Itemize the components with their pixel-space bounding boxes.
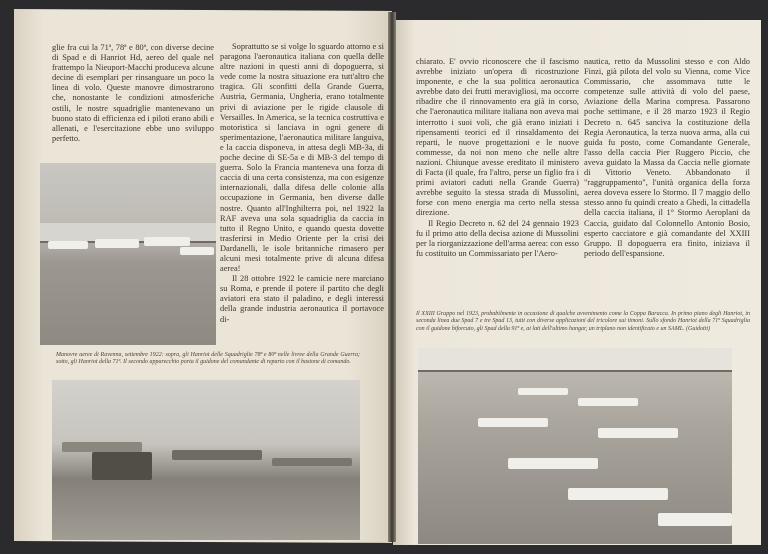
book-gutter — [388, 12, 396, 542]
photo-hanriot-71-bottom — [52, 380, 360, 540]
right-page-column-2 — [584, 57, 750, 259]
left-page-column-1 — [52, 43, 214, 144]
paragraph: chiarato. E' ovvio riconoscere che il fascismo avrebbe iniziato un'opera di ricostruzione imponente, e che la sua politica aeronautica avrebbe dato dei frutti meravigliosi, ma occorre ribadire che il rinnovamento era già in corso, che l'aeronautica militare italiana non aveva mai interrotto i suoi voli, che già erano iniziati i ripensamenti teorici ed il rinsaldamento dei reparti, le nuove progettazioni e le nuove commesse, da noi non meno che nelle altre nazioni. Chiunque avesse ereditato il ministero di Facta (il quale, fra l'altro, perse un figlio fra i primi aviatori caduti nella Grande Guerra) avrebbe seguito la stessa strada di Mussolini, forse con meno energia ma certo nella stessa direzione. — [416, 57, 579, 218]
paragraph: nautica, retto da Mussolini stesso e con Aldo Finzi, già pilota del volo su Vienna, come Vice Commissario, che assommava tutte le competenze sulle attività di volo del paese, Aviazione della Marina compresa. Passarono poche settimane, e il 28 marzo 1923 il Regio Decreto n. 645 sanciva la costituzione della Regia Aeronautica, la terza nuova arma, alla cui guida fu posto, come Comandante Generale, l'asso della caccia Pier Ruggero Piccio, che aveva guidato la Massa da Caccia nelle giornate di Vittorio Veneto. Abbandonato il "raggruppamento", l'unità organica della forza aerea doveva essere lo Stormo. Il 7 maggio dello stesso anno fu quindi creato a Ghedi, la cittadella della caccia italiana, il 1° Stormo Aeroplani da Caccia, guidato dal Colonnello Antonio Bosio, esperto cacciatore e già comandante del XXIII Gruppo. Il dopoguerra era finito, iniziava il periodo dell'espansione. — [584, 57, 750, 258]
right-page-column-1 — [416, 57, 579, 259]
right-photo-caption: Il XXIII Gruppo nel 1923, probabilmente in occasione di qualche avvenimento come la Coppa Baracca. In primo piano degli Hanriot, in seconda linea due Spad 7 e tre Spad 13, tutti con diverse applicazioni del tricolore sui timoni. Sullo sfondo Hanriot della 71ª Squadriglia con il guidone biforcuto, gli Spad della 91ª e, ai lati dell'ultimo hangar, un triplano non identificato e un SAML. (Guidotti) — [416, 311, 750, 332]
photo-hanriot-squadriglie-top — [40, 163, 216, 345]
paragraph: Soprattutto se si volge lo sguardo attorno e si paragona l'aeronautica italiana con quella delle altre nazioni in questi anni di dopoguerra, si vede come la nostra situazione era tutt'altro che tragica. Gli sconfitti della Grande Guerra, Austria, Germania, Ungheria, erano totalmente privi di aviazione per le rigide clausole di Versailles. In America, se la tecnica costruttiva e motoristica si lanciava in ogni genere di sperimentazione, l'aeronautica militare languiva, e la caccia disponeva, in attesa degli MB-3a, di poche decine di SE-5a e di MB-3 del tempo di guerra. Solo la Francia manteneva una forza di caccia di una certa consistenza, ma con esigenze internazionali, dalla difesa delle colonie alla occupazione in Germania, ben diverse dalle nostre. Quanto all'Inghilterra poi, nel 1922 la RAF aveva una sola squadriglia da caccia in tutto il Regno Unito, e quando questa dovette trasferirsi in Medio Oriente per la crisi dei Dardanelli, le isole britanniche rimasero per alcuni mesi totalmente prive di alcuna difesa aerea! — [220, 42, 384, 274]
left-photo-caption: Manovre aeree di Ravenna, settembre 1922: sopra, gli Hanriot delle Squadriglie 78ª e 80ª nelle livree della Grande Guerra; sotto, gli Hanriot della 71ª. Il secondo apparecchio porta il guidone del comandante di reparto con il bastone di comando. — [56, 352, 360, 366]
left-page-column-2 — [220, 42, 384, 325]
paragraph: Il 28 ottobre 1922 le camicie nere marciano su Roma, e prende il potere il partito che degli aviatori era stato il paladino, e degli interessi della grande industria aeronautica il portavoce di- — [220, 274, 384, 324]
paragraph: Il Regio Decreto n. 62 del 24 gennaio 1923 fu il primo atto della decisa azione di Mussolini per la riorganizzazione dell'arma aerea: con esso fu costituito un Commissariato per l'Aero- — [416, 218, 579, 258]
photo-xxiii-gruppo-1923 — [418, 348, 732, 544]
paragraph: glie fra cui la 71ª, 78ª e 80ª, con diverse decine di Spad e di Hanriot Hd, aereo del quale nel frattempo la Nieuport-Macchi produceva alcune decine di esemplari per rinsanguare un poco la linea di volo. Queste manovre dimostrarono che, nonostante le condizioni atmosferiche ostili, le nostre squadriglie mantenevano un buono stato di efficienza ed i piloti erano abili e allenati, e l'esercitazione ebbe uno sviluppo perfetto. — [52, 43, 214, 143]
